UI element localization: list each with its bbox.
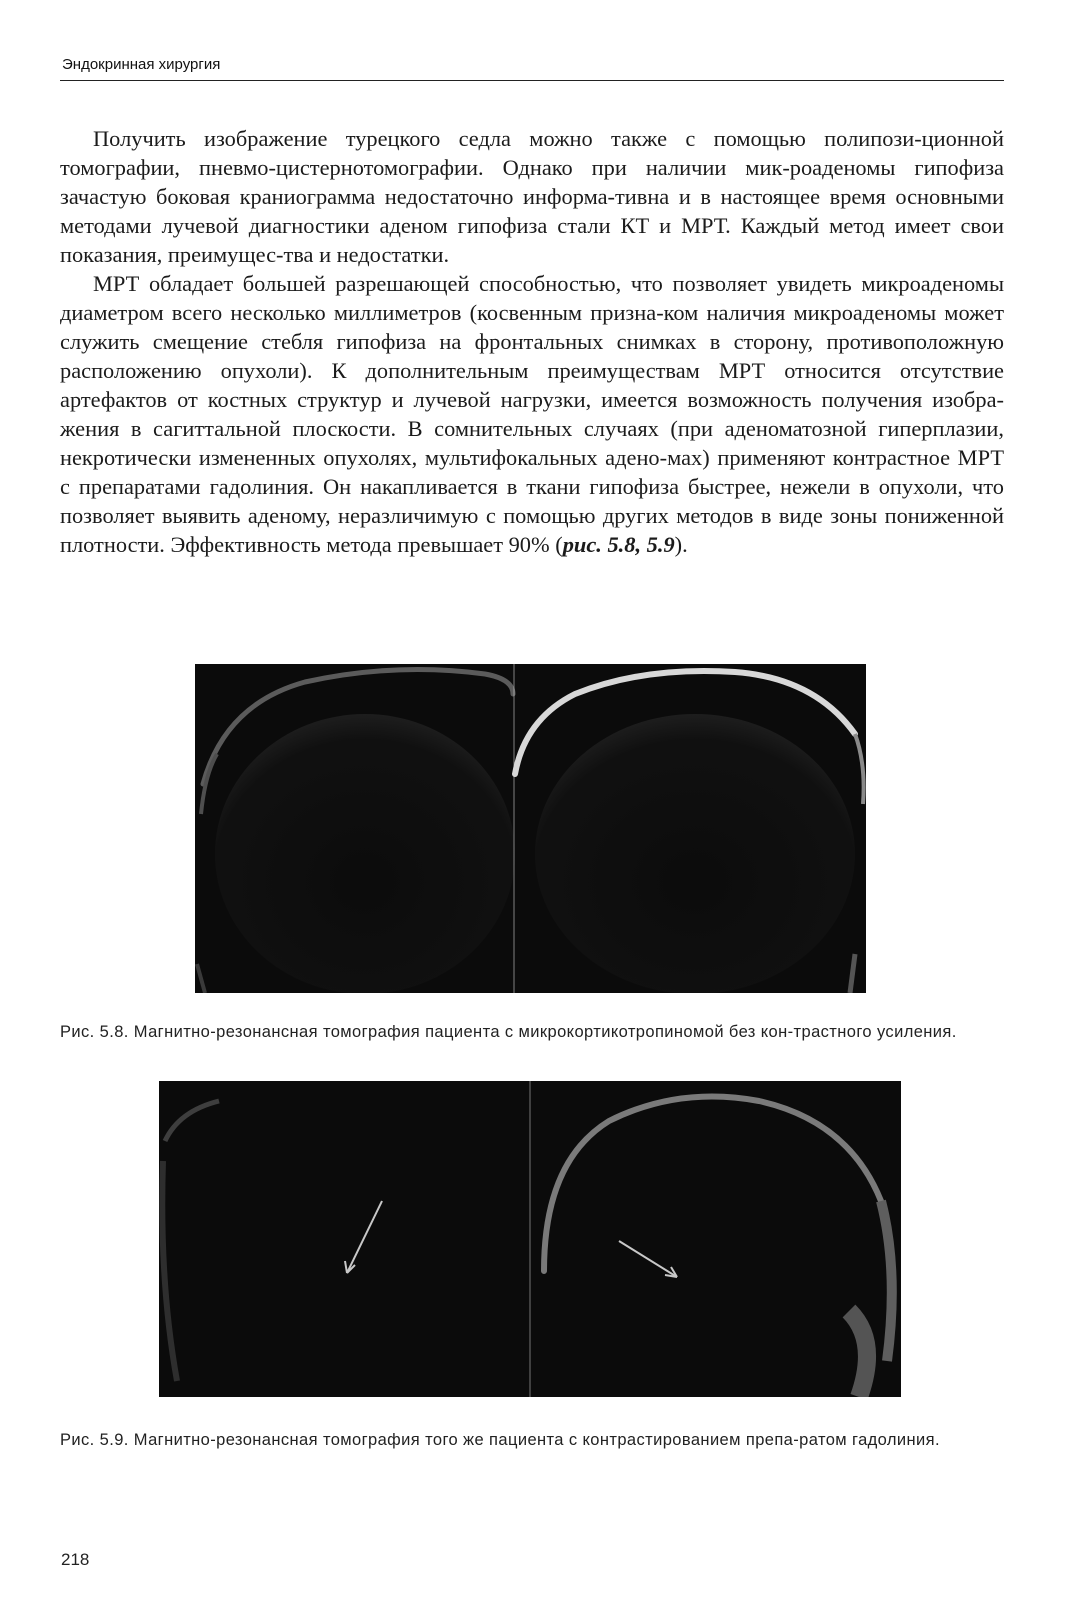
mri-figure-5-9 bbox=[159, 1081, 901, 1397]
figure-caption-5-9: Рис. 5.9. Магнитно-резонансная томография того же пациента с контрастированием препа-ратом гадолиния. bbox=[60, 1431, 940, 1449]
figure-reference: рис. 5.8, 5.9 bbox=[562, 532, 675, 557]
figure-caption-5-8: Рис. 5.8. Магнитно-резонансная томография пациента с микрокортикотропиномой без кон-трастного усиления. bbox=[60, 1023, 957, 1041]
running-title: Эндокринная хирургия bbox=[62, 56, 221, 73]
figure-reference-close: ). bbox=[674, 532, 688, 557]
mri-image-pair bbox=[195, 664, 866, 993]
paragraph-1: Получить изображение турецкого седла можно также с помощью полипози-ционной томографии, пневмо-цистернотомографии. Однако при наличии мик-роаденомы гипофиза зачастую боковая краниограмма недостаточно информа-тивна и в настоящее время основными методами лучевой диагностики аденом гипофиза стали КТ и МРТ. Каждый метод имеет свои показания, преимущес-тва и недостатки. bbox=[60, 126, 1004, 267]
header-rule bbox=[60, 80, 1004, 81]
paragraph-2-text: МРТ обладает большей разрешающей способностью, что позволяет увидеть микроаденомы диаметром всего несколько миллиметров (косвенным призна-ком наличия микроаденомы может служить смещение стебля гипофиза на фронтальных снимках в сторону, противоположную расположению опухоли). К дополнительным преимуществам МРТ относится отсутствие артефактов от костных структур и лучевой нагрузки, имеется возможность получения изобра-жения в сагиттальной плоскости. В сомнительных случаях (при аденоматозной гиперплазии, некротически измененных опухолях, мультифокальных адено-мах) применяют контрастное МРТ с препаратами гадолиния. Он накапливается в ткани гипофиза быстрее, нежели в опухоли, что позволяет выявить аденому, неразличимую с помощью других методов в виде зоны пониженной плотности. Эффективность метода превышает 90% bbox=[60, 271, 1004, 557]
body-text bbox=[60, 124, 1004, 559]
paragraph-2 bbox=[60, 269, 1004, 559]
mri-figure-5-8 bbox=[195, 664, 866, 993]
page-number: 218 bbox=[61, 1550, 90, 1569]
figure-reference-open: ( bbox=[549, 532, 563, 557]
mri-image-pair-contrast bbox=[159, 1081, 901, 1397]
